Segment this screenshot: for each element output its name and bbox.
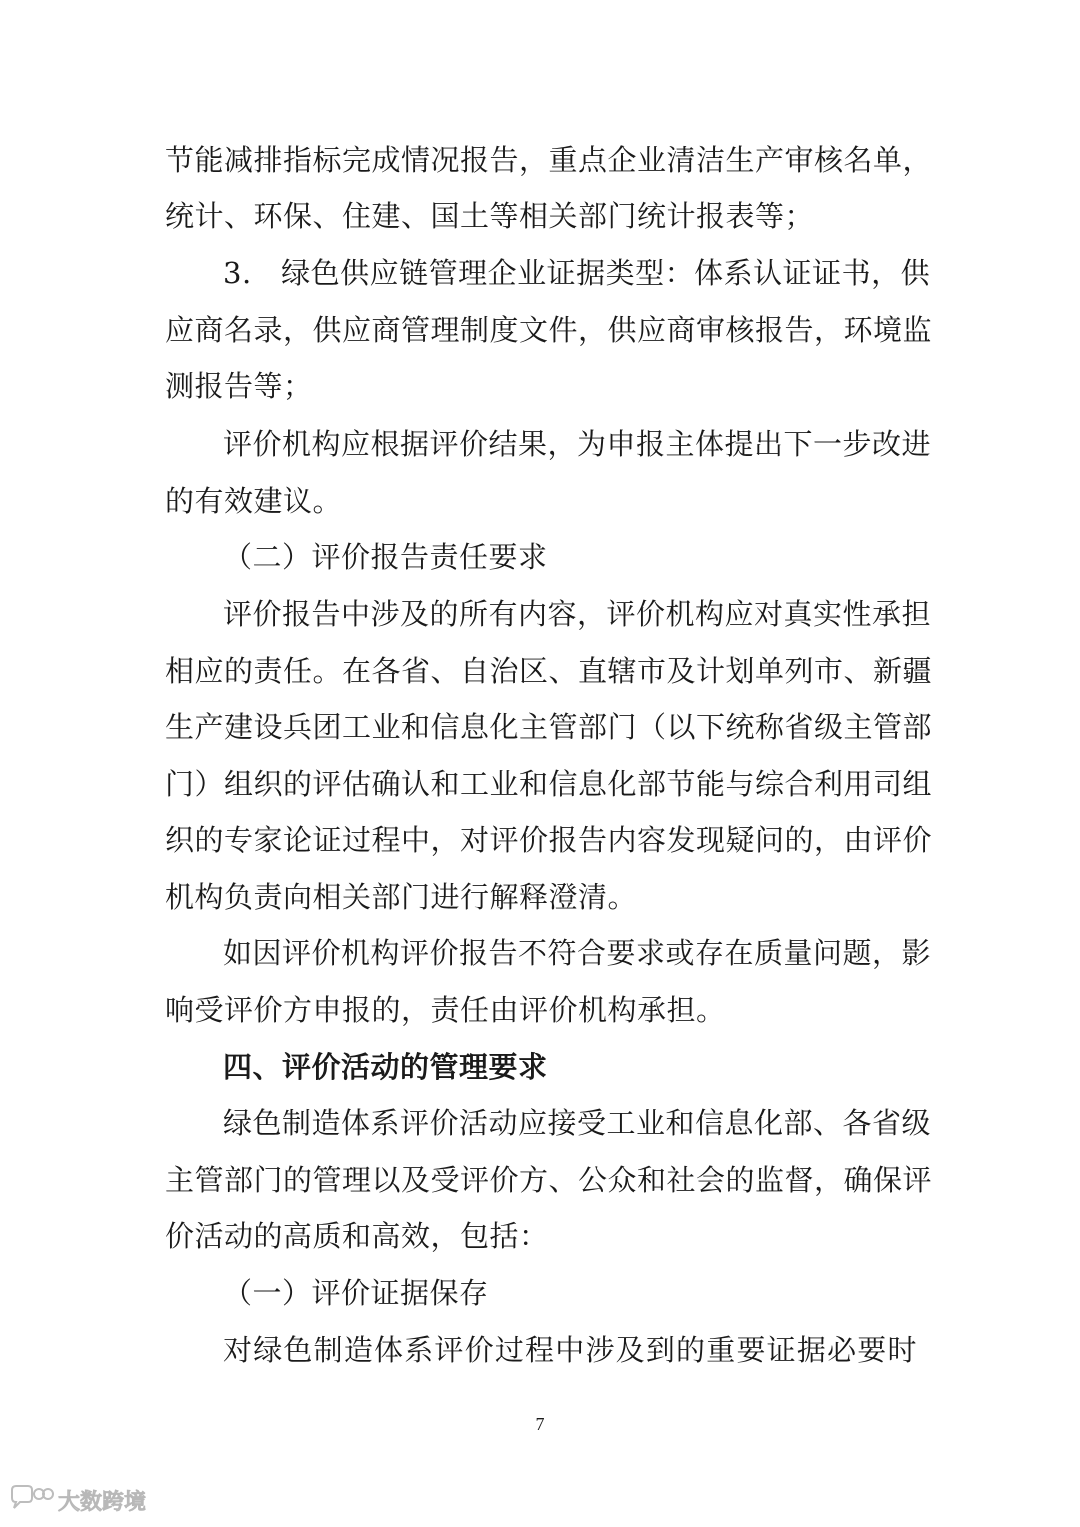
text-line-11: 生产建设兵团工业和信息化主管部门（以下统称省级主管部 [165, 710, 933, 744]
text-line-16: 响受评价方申报的，责任由评价机构承担。 [165, 993, 726, 1027]
page-number: 7 [535, 1414, 545, 1434]
text-line-13: 织的专家论证过程中，对评价报告内容发现疑问的，由评价 [165, 823, 933, 857]
text-line-6: 评价机构应根据评价结果，为申报主体提出下一步改进 [223, 427, 932, 461]
watermark-text: 大数跨境 [58, 1489, 147, 1515]
section-heading-evidence-preservation: （一）评价证据保存 [223, 1276, 489, 1310]
text-line-5: 测报告等； [165, 369, 313, 403]
text-line-10: 相应的责任。在各省、自治区、直辖市及计划单列市、新疆 [165, 654, 933, 688]
text-line-1: 节能减排指标完成情况报告，重点企业清洁生产审核名单， [165, 143, 933, 177]
text-line-18: 绿色制造体系评价活动应接受工业和信息化部、各省级 [223, 1106, 932, 1140]
text-line-2: 统计、环保、住建、国土等相关部门统计报表等； [165, 199, 815, 233]
text-line-7: 的有效建议。 [165, 484, 343, 518]
text-line-20: 价活动的高质和高效，包括： [165, 1219, 549, 1253]
text-line-19: 主管部门的管理以及受评价方、公众和社会的监督，确保评 [165, 1163, 933, 1197]
watermark [8, 1484, 146, 1516]
text-line-12: 门）组织的评估确认和工业和信息化部节能与综合利用司组 [165, 767, 933, 801]
text-line-4: 应商名录，供应商管理制度文件，供应商审核报告，环境监 [165, 313, 933, 347]
speech-bubble-logo-icon [8, 1484, 54, 1516]
text-line-22: 对绿色制造体系评价过程中涉及到的重要证据必要时 [223, 1333, 917, 1367]
text-line-15: 如因评价机构评价报告不符合要求或存在质量问题，影 [223, 936, 932, 970]
text-line-9: 评价报告中涉及的所有内容，评价机构应对真实性承担 [223, 597, 932, 631]
text-line-3: 3. 绿色供应链管理企业证据类型：体系认证证书，供 [223, 256, 931, 290]
section-heading-evaluation-report-responsibility: （二）评价报告责任要求 [223, 540, 548, 574]
text-line-14: 机构负责向相关部门进行解释澄清。 [165, 880, 638, 914]
chapter-heading-management-requirements: 四、评价活动的管理要求 [223, 1050, 548, 1084]
